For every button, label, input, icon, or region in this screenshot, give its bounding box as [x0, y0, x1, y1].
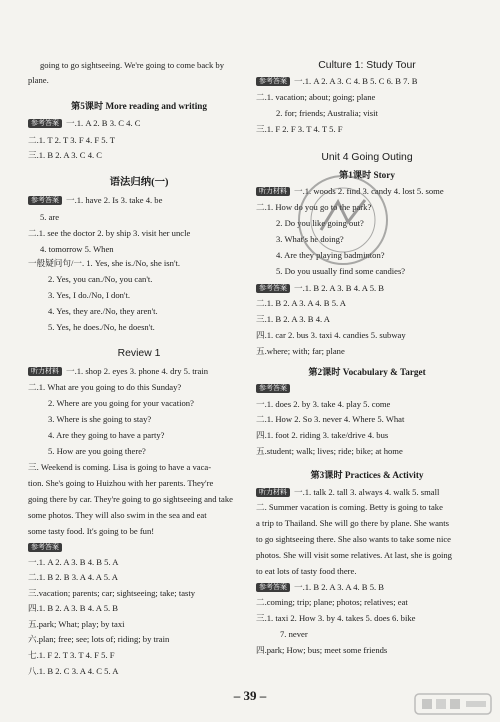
answer-line — [28, 322, 250, 333]
line-text: 三.1. F 2. F 3. T 4. T 5. F — [256, 124, 343, 134]
answer-line — [256, 487, 478, 498]
answer-line — [256, 124, 478, 135]
answer-line — [28, 118, 250, 129]
answer-line — [28, 290, 250, 301]
line-text: 3. What's he doing? — [276, 234, 344, 244]
line-text: 4. Yes, they are./No, they aren't. — [48, 306, 158, 316]
line-text: 第3课时 Practices & Activity — [310, 470, 424, 480]
line-text: tion. She's going to Huizhou with her parents. They're — [28, 478, 214, 488]
answer-line — [28, 619, 250, 630]
line-text: 一.1. have 2. Is 3. take 4. be — [66, 195, 163, 205]
line-text: 二.1. B 2. B 3. A 4. A 5. A — [28, 572, 119, 582]
answer-line — [28, 542, 250, 553]
line-text: 4. Are they going to have a party? — [48, 430, 165, 440]
line-text: 3. Where is she going to stay? — [48, 414, 152, 424]
line-text: 一般疑问句/一. 1. Yes, she is./No, she isn't. — [28, 258, 181, 268]
line-text: 一.1. A 2. A 3. B 4. B 5. A — [28, 557, 119, 567]
line-text: 5. How are you going there? — [48, 446, 146, 456]
answer-line — [256, 314, 478, 325]
section-badge: 听力材料 — [256, 187, 290, 196]
answer-line — [256, 550, 478, 561]
line-text: to go sightseeing there. She also wants to take some nice — [256, 534, 451, 544]
section-badge: 听力材料 — [256, 488, 290, 497]
line-text: 六.plan; free; see; lots of; riding; by train — [28, 634, 170, 644]
line-text: 四.park; How; bus; meet some friends — [256, 645, 388, 655]
answer-line — [28, 510, 250, 521]
section-badge: 参考答案 — [28, 119, 62, 128]
line-text: 二.1. What are you going to do this Sunday? — [28, 382, 182, 392]
answer-line — [28, 382, 250, 393]
answer-line — [28, 306, 250, 317]
answer-line — [28, 244, 250, 255]
line-text: 一.1. B 2. A 3. A 4. B 5. B — [294, 582, 385, 592]
line-text: 二.1. How 2. So 3. never 4. Where 5. What — [256, 414, 405, 424]
answer-line — [256, 283, 478, 294]
line-text: 七.1. F 2. T 3. T 4. F 5. F — [28, 650, 115, 660]
answer-line — [28, 588, 250, 599]
line-text: 3. Yes, I do./No, I don't. — [48, 290, 131, 300]
answer-line — [256, 597, 478, 608]
answer-line — [28, 75, 250, 86]
line-text: 三.vacation; parents; car; sightseeing; take; tasty — [28, 588, 196, 598]
answer-line — [28, 258, 250, 269]
section-heading — [28, 177, 250, 188]
answer-line — [28, 478, 250, 489]
line-text: 八.1. B 2. C 3. A 4. C 5. A — [28, 666, 119, 676]
line-text: 五.park; What; play; by taxi — [28, 619, 125, 629]
line-text: 四.1. car 2. bus 3. taxi 4. candies 5. subway — [256, 330, 406, 340]
line-text: Culture 1: Study Tour — [318, 60, 416, 71]
section-badge: 参考答案 — [28, 196, 62, 205]
line-text: 一.1. B 2. A 3. B 4. A 5. B — [294, 283, 385, 293]
answer-line — [28, 135, 250, 146]
line-text: 二. Summer vacation is coming. Betty is going to take — [256, 502, 443, 512]
answer-line — [28, 60, 250, 71]
line-text: Review 1 — [117, 348, 161, 359]
line-text: 一.1. A 2. A 3. C 4. B 5. C 6. B 7. B — [294, 76, 418, 86]
answer-line — [28, 557, 250, 568]
answer-line — [256, 582, 478, 593]
line-text: 5. Yes, he does./No, he doesn't. — [48, 322, 155, 332]
section-badge: 参考答案 — [256, 77, 290, 86]
page-number: – 39 – — [233, 688, 267, 703]
answer-line — [28, 228, 250, 239]
answer-line — [28, 572, 250, 583]
line-text: 二.1. see the doctor 2. by ship 3. visit her uncle — [28, 228, 191, 238]
answer-line — [256, 613, 478, 624]
line-text: going there by car. They're going to go sightseeing and take — [28, 494, 233, 504]
line-text: 四.1. foot 2. riding 3. take/drive 4. bus — [256, 430, 389, 440]
line-text: 四.1. B 2. A 3. B 4. A 5. B — [28, 603, 119, 613]
line-text: plane. — [28, 75, 49, 85]
line-text: 二.coming; trip; plane; photos; relatives; eat — [256, 597, 408, 607]
line-text: going to go sightseeing. We're going to come back by — [40, 60, 224, 70]
line-text: Unit 4 Going Outing — [321, 152, 413, 163]
answer-line — [256, 330, 478, 341]
line-text: 2. Do you like going out? — [276, 218, 364, 228]
section-badge: 参考答案 — [256, 284, 290, 293]
answer-line — [28, 430, 250, 441]
line-text: 4. tomorrow 5. When — [40, 244, 114, 254]
line-text: 2. Where are you going for your vacation? — [48, 398, 194, 408]
line-text: 5. are — [40, 212, 60, 222]
section-heading — [256, 152, 478, 163]
answer-line — [256, 383, 478, 394]
answer-line — [256, 414, 478, 425]
line-text: 二.1. vacation; about; going; plane — [256, 92, 376, 102]
answer-line — [28, 462, 250, 473]
answer-stamp-icon — [293, 170, 393, 270]
site-logo-icon — [414, 692, 492, 716]
line-text: some photos. They will also swim in the sea and eat — [28, 510, 207, 520]
answer-line — [28, 666, 250, 677]
line-text: 二.1. T 2. T 3. F 4. F 5. T — [28, 135, 115, 145]
answer-line — [28, 366, 250, 377]
line-text: 第5课时 More reading and writing — [71, 101, 207, 111]
section-badge: 参考答案 — [256, 384, 290, 393]
line-text: 7. never — [280, 629, 308, 639]
answer-line — [256, 108, 478, 119]
answer-line — [28, 195, 250, 206]
line-text: 三.1. B 2. A 3. C 4. C — [28, 150, 103, 160]
answer-line — [28, 446, 250, 457]
answer-line — [28, 150, 250, 161]
answer-line — [256, 446, 478, 457]
section-heading — [256, 470, 478, 481]
line-text: 一.1. shop 2. eyes 3. phone 4. dry 5. train — [66, 366, 209, 376]
answer-line — [28, 494, 250, 505]
line-text: to eat lots of tasty food there. — [256, 566, 357, 576]
answer-line — [256, 518, 478, 529]
line-text: 三. Weekend is coming. Lisa is going to have a vaca- — [28, 462, 212, 472]
line-text: 三.1. taxi 2. How 3. by 4. takes 5. does 6. bike — [256, 613, 416, 623]
answer-line — [256, 399, 478, 410]
answer-line — [256, 645, 478, 656]
answer-line — [256, 534, 478, 545]
answer-line — [256, 629, 478, 640]
section-badge: 参考答案 — [28, 543, 62, 552]
line-text: some tasty food. It's going to be fun! — [28, 526, 155, 536]
line-text: 2. for; friends; Australia; visit — [276, 108, 378, 118]
answer-line — [256, 502, 478, 513]
line-text: 一.1. does 2. by 3. take 4. play 5. come — [256, 399, 391, 409]
answer-line — [28, 212, 250, 223]
answer-line — [28, 526, 250, 537]
answer-line — [28, 603, 250, 614]
line-text: a trip to Thailand. She will go there by plane. She wants — [256, 518, 449, 528]
answer-line — [256, 430, 478, 441]
line-text: 一.1. talk 2. tall 3. always 4. walk 5. small — [294, 487, 440, 497]
line-text: 五.student; walk; lives; ride; bike; at home — [256, 446, 403, 456]
line-text: 5. Do you usually find some candies? — [276, 266, 406, 276]
line-text: 一.1. A 2. B 3. C 4. C — [66, 118, 141, 128]
line-text: 五.where; with; far; plane — [256, 346, 345, 356]
answer-line — [256, 298, 478, 309]
line-text: 语法归纳(一) — [109, 177, 169, 188]
section-badge: 参考答案 — [256, 583, 290, 592]
line-text: 二.1. B 2. A 3. A 4. B 5. A — [256, 298, 347, 308]
section-heading — [256, 367, 478, 378]
answer-line — [28, 634, 250, 645]
line-text: 第1课时 Story — [339, 170, 395, 180]
line-text: 一.1. woods 2. find 3. candy 4. lost 5. some — [294, 186, 444, 196]
answer-line — [256, 76, 478, 87]
section-heading — [256, 60, 478, 71]
answer-line — [256, 346, 478, 357]
line-text: 第2课时 Vocabulary & Target — [308, 367, 426, 377]
answer-line — [256, 566, 478, 577]
line-text: 4. Are they playing badminton? — [276, 250, 385, 260]
answer-line — [28, 414, 250, 425]
answer-line — [28, 274, 250, 285]
section-heading — [28, 101, 250, 112]
section-badge: 听力材料 — [28, 367, 62, 376]
line-text: 二.1. How do you go to the park? — [256, 202, 372, 212]
line-text: 三.1. B 2. A 3. B 4. A — [256, 314, 331, 324]
answer-line — [28, 650, 250, 661]
answer-line — [28, 398, 250, 409]
answer-line — [256, 92, 478, 103]
line-text: 2. Yes, you can./No, you can't. — [48, 274, 153, 284]
section-heading — [28, 348, 250, 359]
line-text: photos. She will visit some relatives. At last, she is going — [256, 550, 452, 560]
